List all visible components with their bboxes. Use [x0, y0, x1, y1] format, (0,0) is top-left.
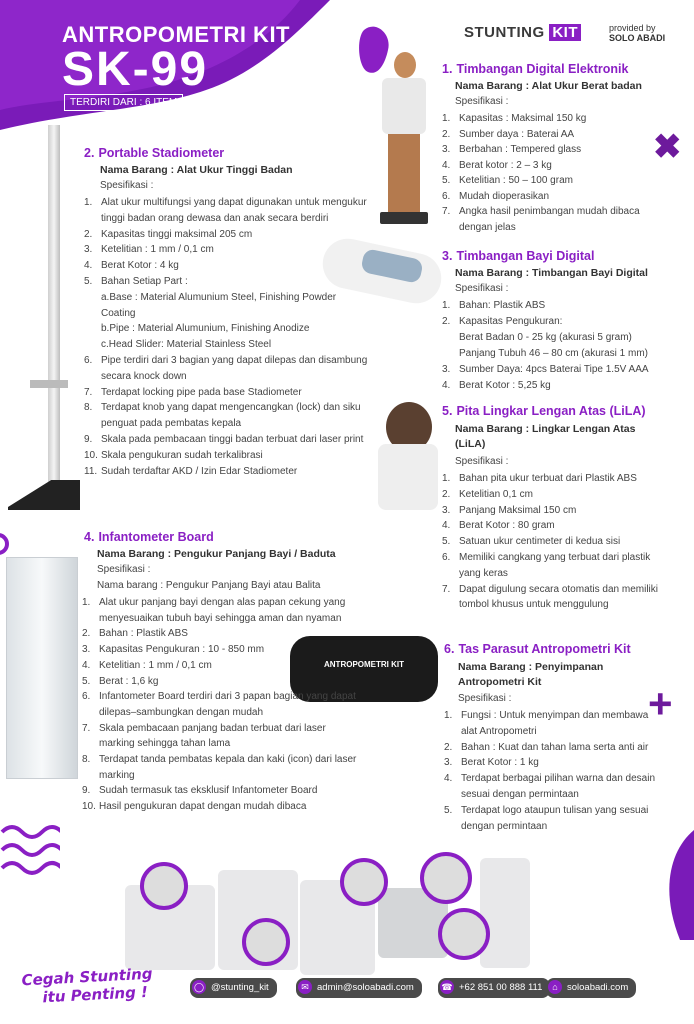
section-number: 6.	[444, 642, 455, 656]
list-item: b.Pipe : Material Alumunium, Finishing Anodize	[101, 323, 310, 335]
section-title-text: Infantometer Board	[98, 530, 214, 544]
list-item: 6. Infantometer Board terdiri dari 3 papan bagian yang dapat dilepas–sambungkan dengan mudah	[82, 691, 356, 718]
list-item: 3. Sumber Daya: 4pcs Baterai Tipe 1.5V AAA	[442, 364, 649, 375]
list-item: 5. Bahan Setiap Part :	[84, 275, 188, 287]
list-item: 6. Pipe terdiri dari 3 bagian yang dapat dilepas dan disambung secara knock down	[84, 354, 368, 382]
section-3-nama: Nama Barang : Timbangan Bayi Digital	[455, 267, 648, 279]
section-2-nama: Nama Barang : Alat Ukur Tinggi Badan	[100, 164, 293, 176]
list-item: Panjang Tubuh 46 – 80 cm (akurasi 1 mm)	[459, 348, 648, 359]
section-title-text: Portable Stadiometer	[98, 146, 225, 160]
list-item: 7. Skala pembacaan panjang badan terbuat dari laser marking sehingga tahan lama	[82, 722, 326, 750]
decor-x-icon: ✖	[653, 128, 682, 166]
decor-corner-blob	[640, 830, 694, 940]
list-item: 2. Kapasitas tinggi maksimal 205 cm	[84, 228, 253, 240]
list-item: 4. Berat Kotor : 5,25 kg	[442, 380, 551, 391]
section-number: 3.	[442, 249, 453, 263]
list-item: 1. Alat ukur multifungsi yang dapat digunakan untuk mengukur tinggi badan orang dewasa dan anak secara berdiri	[84, 197, 367, 224]
collage-photo-5	[480, 858, 530, 968]
section-4-nama2: Nama barang : Pengukur Panjang Bayi atau Balita	[97, 580, 321, 591]
list-item: 4. Berat Kotor : 80 gram	[442, 520, 555, 532]
section-title-text: Timbangan Digital Elektronik	[456, 62, 629, 76]
list-item: 10. Hasil pengukuran dapat dengan mudah dibaca	[82, 801, 307, 813]
list-item: 5. Satuan ukur centimeter di kedua sisi	[442, 536, 621, 548]
list-item: 3. Kapasitas Pengukuran : 10 - 850 mm	[82, 644, 265, 656]
list-item: 5. Terdapat logo ataupun tulisan yang sesuai dengan permintaan	[444, 804, 649, 832]
list-item: 3. Berbahan : Tempered glass	[442, 144, 582, 155]
section-1-title	[442, 62, 628, 76]
list-item: 1. Bahan pita ukur terbuat dari Plastik ABS	[442, 473, 637, 484]
decor-waves	[0, 820, 60, 890]
section-6-list	[444, 708, 660, 834]
list-item: 2. Ketelitian 0,1 cm	[442, 488, 533, 500]
list-item: 8. Terdapat tanda pembatas kepala dan kaki (icon) dari laser marking	[82, 754, 357, 781]
list-item: 10. Skala pengukuran sudah terkalibrasi	[84, 449, 263, 461]
section-title-text: Timbangan Bayi Digital	[456, 249, 595, 263]
stadiometer-image	[8, 125, 80, 510]
list-item: 4. Terdapat berbagai pilihan warna dan desain sesuai dengan permintaan	[444, 773, 656, 800]
section-1-list	[442, 111, 674, 235]
collage-circle-4	[420, 852, 472, 904]
section-number: 1.	[442, 62, 453, 76]
list-item: 1. Fungsi : Untuk menyimpan dan membawa alat Antropometri	[444, 710, 649, 737]
footer-email[interactable]: ✉ admin@soloabadi.com	[296, 978, 422, 998]
section-title-text: Tas Parasut Antropometri Kit	[458, 642, 631, 656]
list-item: 11. Sudah terdaftar AKD / Izin Edar Stadiometer	[84, 465, 298, 477]
list-item: 9. Sudah termasuk tas eksklusif Infantometer Board	[82, 785, 318, 797]
list-item: 2. Sumber daya : Baterai AA	[442, 128, 575, 140]
mail-icon: ✉	[298, 980, 312, 994]
list-item: a.Base : Material Alumunium Steel, Finishing Powder Coating	[101, 291, 337, 319]
list-item: 3. Berat Kotor : 1 kg	[444, 757, 539, 769]
section-5-list	[442, 471, 670, 613]
list-item: Berat Badan 0 - 25 kg (akurasi 5 gram)	[459, 332, 632, 343]
collage-circle-2	[242, 918, 290, 966]
list-item: 8. Terdapat knob yang dapat mengencangkan (lock) dan siku penguat pada pembatas kepala	[84, 402, 361, 430]
decor-plus-icon: +	[648, 680, 673, 727]
boy-on-scale-image	[372, 52, 436, 227]
list-item: 4. Ketelitian : 1 mm / 0,1 cm	[82, 659, 212, 671]
list-item: 4. Berat Kotor : 4 kg	[84, 260, 179, 272]
collage-circle-1	[140, 862, 188, 910]
section-number: 2.	[84, 146, 95, 160]
provided-label: provided by	[609, 23, 656, 33]
section-2-spek: Spesifikasi :	[100, 180, 154, 191]
list-item: 1. Bahan: Plastik ABS	[442, 300, 546, 311]
list-item: 4. Berat kotor : 2 – 3 kg	[442, 159, 552, 171]
section-4-list	[82, 595, 364, 815]
lila-image	[374, 402, 440, 510]
infantometer-image	[6, 557, 78, 779]
brand-stunting: STUNTING	[464, 24, 545, 41]
bag-label: ANTROPOMETRI KIT	[324, 660, 404, 669]
instagram-icon: ◯	[193, 982, 205, 993]
section-3-list	[442, 298, 682, 394]
list-item: 3. Ketelitian : 1 mm / 0,1 cm	[84, 244, 214, 256]
section-1-nama: Nama Barang : Alat Ukur Berat badan	[455, 80, 642, 92]
header-title: ANTROPOMETRI KIT	[62, 22, 290, 47]
footer-instagram[interactable]: ◯ @stunting_kit	[190, 978, 277, 998]
section-title-text: Pita Lingkar Lengan Atas (LiLA)	[456, 404, 646, 418]
section-6-title	[444, 642, 631, 656]
header-subtitle-badge: TERDIRI DARI : 6 ITEM	[64, 94, 183, 111]
list-item: 6. Memiliki cangkang yang terbuat dari plastik yang keras	[442, 551, 651, 579]
list-item: 7. Angka hasil penimbangan mudah dibaca dengan jelas	[442, 206, 640, 233]
list-item: 5. Ketelitian : 50 – 100 gram	[442, 175, 573, 186]
section-5-nama: Nama Barang : Lingkar Lengan Atas (LiLA)	[455, 423, 636, 450]
decor-ring	[0, 530, 12, 558]
section-2-title	[84, 146, 224, 160]
list-item: 6. Mudah dioperasikan	[442, 190, 550, 202]
header-model: SK-99	[62, 43, 209, 96]
list-item: 3. Panjang Maksimal 150 cm	[442, 504, 577, 516]
section-1-spek: Spesifikasi :	[455, 96, 509, 107]
brand-logo	[464, 24, 581, 41]
footer-slogan	[21, 965, 154, 1008]
section-3-title	[442, 249, 594, 263]
section-2-list	[84, 195, 370, 479]
list-item: c.Head Slider: Material Stainless Steel	[101, 339, 272, 351]
home-icon: ⌂	[548, 980, 562, 994]
list-item: 7. Terdapat locking pipe pada base Stadiometer	[84, 386, 302, 398]
section-3-spek: Spesifikasi :	[455, 283, 509, 294]
list-item: 2. Bahan : Kuat dan tahan lama serta anti air	[444, 741, 649, 753]
list-item: 2. Bahan : Plastik ABS	[82, 628, 188, 640]
section-5-title	[442, 404, 646, 418]
slogan-line-2: itu Penting !	[42, 982, 149, 1007]
slogan-line-1: Cegah Stunting	[21, 964, 153, 990]
footer-website[interactable]: ⌂ soloabadi.com	[546, 978, 636, 998]
section-4-title	[84, 530, 214, 544]
list-item: 1. Kapasitas : Maksimal 150 kg	[442, 113, 587, 124]
list-item: 7. Dapat digulung secara otomatis dan memiliki tombol khusus untuk menggulung	[442, 583, 658, 611]
whatsapp-icon: ☎	[441, 982, 453, 993]
section-4-spek: Spesifikasi :	[97, 564, 151, 575]
section-4-nama: Nama Barang : Pengukur Panjang Bayi / Baduta	[97, 548, 336, 560]
section-number: 5.	[442, 404, 453, 418]
section-number: 4.	[84, 530, 95, 544]
section-6-nama: Nama Barang : Penyimpanan Antropometri Kit	[458, 661, 604, 688]
collage-circle-5	[438, 908, 490, 960]
section-6-spek: Spesifikasi :	[458, 693, 512, 704]
collage-circle-3	[340, 858, 388, 906]
footer-phone[interactable]: ☎ +62 851 00 888 111	[438, 978, 550, 998]
list-item: 1. Alat ukur panjang bayi dengan alas papan cekung yang menyesuaikan tubuh bayi sehingga aman dan nyaman	[82, 597, 346, 624]
list-item: 5. Berat : 1,6 kg	[82, 675, 159, 687]
section-5-spek: Spesifikasi :	[455, 456, 509, 467]
list-item: 2. Kapasitas Pengukuran:	[442, 316, 563, 327]
provided-by	[609, 23, 665, 43]
list-item: 9. Skala pada pembacaan tinggi badan terbuat dari laser print	[84, 433, 364, 445]
provider-name: SOLO ABADI	[609, 33, 666, 43]
brand-kit: KIT	[549, 24, 581, 41]
